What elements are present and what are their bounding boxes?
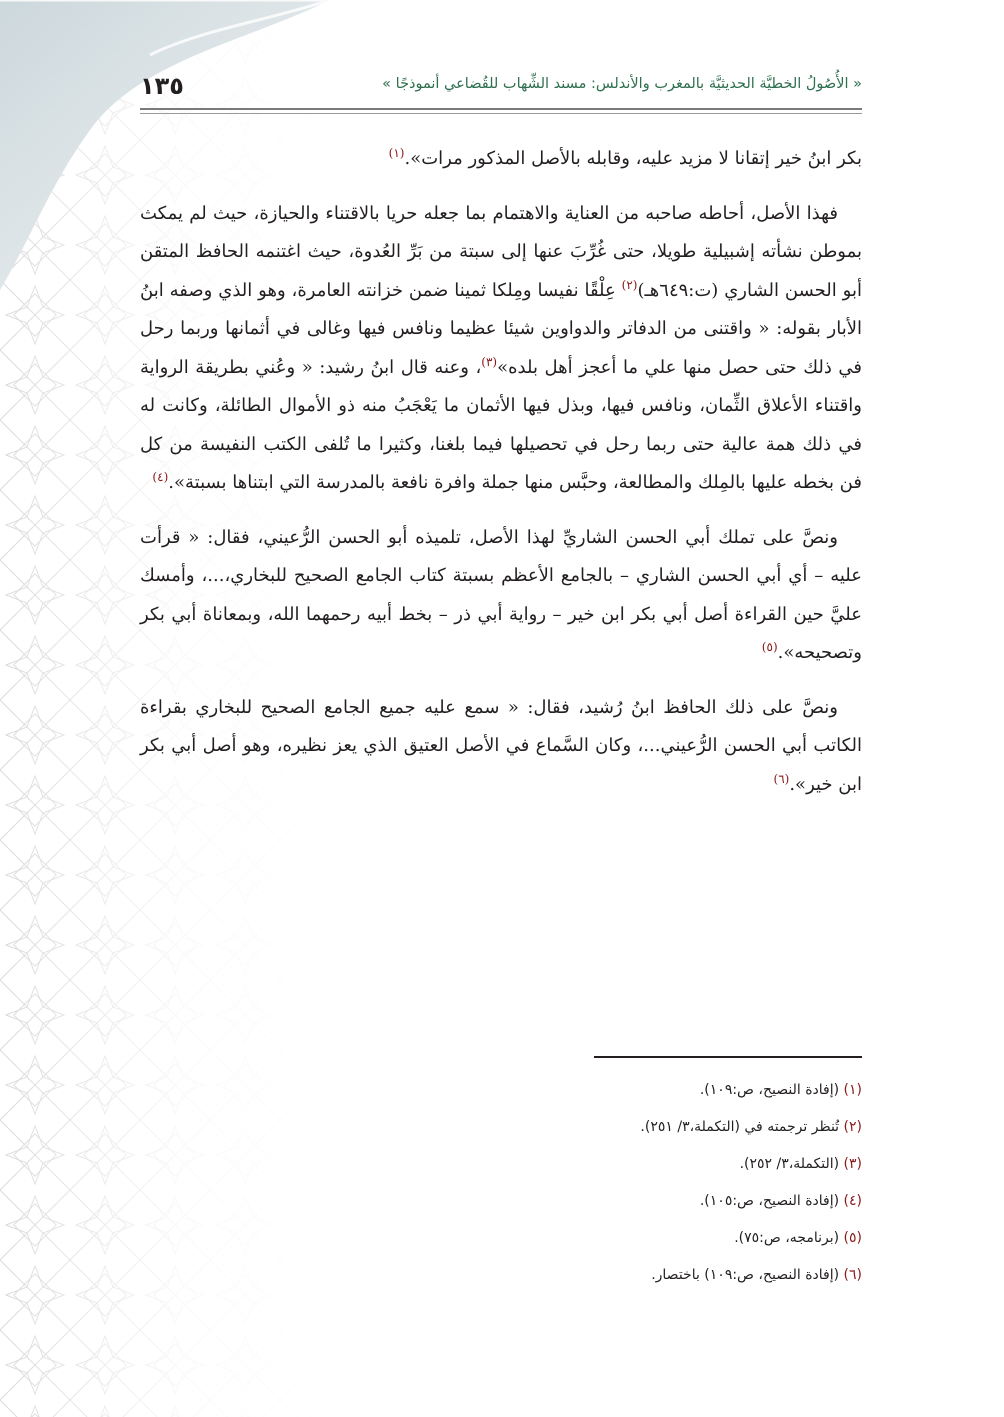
paragraph-3 bbox=[140, 519, 862, 673]
footnote-number: (٦) bbox=[843, 1267, 862, 1283]
footnotes bbox=[140, 1072, 862, 1294]
main-text bbox=[140, 140, 862, 820]
footnote-separator bbox=[594, 1056, 862, 1058]
header-rule bbox=[140, 108, 862, 110]
footnote-reference: (٢) bbox=[621, 277, 638, 292]
paragraph-1 bbox=[140, 140, 862, 179]
footnote-reference: (٣) bbox=[481, 354, 498, 369]
footnote-item bbox=[140, 1109, 862, 1146]
paragraph-text: عِلْقًا نفيسا ومِلكا ثمينا ضمن خزانته العامرة، وهو الذي وصفه ابنُ الأبار بقوله: « واقتنى من الدفاتر والدواوين شيئا عظيما ونافس فيها وغالى في أثمانها وربما رحل في ذلك حتى حصل منها علي ما أعجز أهل بلده» bbox=[140, 279, 862, 378]
paragraph-4 bbox=[140, 689, 862, 805]
page-number: ١٣٥ bbox=[140, 72, 184, 100]
footnote-number: (٢) bbox=[843, 1119, 862, 1135]
paragraph-text: ، وعنه قال ابنُ رشيد: « وعُني بطريقة الرواية واقتناء الأعلاق الثِّمان، ونافس فيها، وبذل فيها الأثمان ما يَعْجَبُ منه ذو الأموال الطائلة، وكانت له في ذلك همة عالية حتى ربما رحل في تحصيلها فيما بلغنا، وكثيرا ما تُلفى الكتب النفيسة من كل فن بخطه عليها بالمِلك والمطالعة، وحبَّس منها جملة وافرة نافعة بالمدرسة التي ابتناها بسبتة». bbox=[140, 356, 862, 493]
footnote-text: (إفادة النصيح، ص:١٠٩) باختصار. bbox=[651, 1267, 844, 1283]
page-header bbox=[140, 70, 862, 110]
footnote-reference: (٤) bbox=[152, 470, 169, 484]
footnote-item bbox=[140, 1220, 862, 1257]
footnote-item bbox=[140, 1183, 862, 1220]
paragraph-2 bbox=[140, 195, 862, 503]
footnote-item bbox=[140, 1072, 862, 1109]
footnote-text: (إفادة النصيح، ص:١٠٩). bbox=[699, 1082, 844, 1098]
footnote-text: (إفادة النصيح، ص:١٠٥). bbox=[699, 1193, 844, 1209]
footnote-number: (٥) bbox=[843, 1230, 862, 1246]
footnote-reference: (١) bbox=[388, 146, 405, 160]
header-rule-thin bbox=[140, 113, 862, 114]
paragraph-text: بكر ابنُ خير إتقانا لا مزيد عليه، وقابله بالأصل المذكور مرات». bbox=[404, 148, 862, 169]
footnote-number: (١) bbox=[843, 1082, 862, 1098]
footnote-number: (٤) bbox=[843, 1193, 862, 1209]
footnote-number: (٣) bbox=[843, 1156, 862, 1172]
paragraph-text: ونصَّ على ذلك الحافظ ابنُ رُشيد، فقال: « سمع عليه جميع الجامع الصحيح للبخاري بقراءة الكاتب أبي الحسن الرُّعيني...، وكان السَّماع في الأصل العتيق الذي يعز نظيره، وهو أصل أبي بكر ابن خير». bbox=[140, 696, 862, 795]
footnote-text: (برنامجه، ص:٧٥). bbox=[734, 1230, 844, 1246]
footnote-reference: (٥) bbox=[761, 640, 778, 654]
paragraph-text: ونصَّ على تملك أبي الحسن الشاريِّ لهذا الأصل، تلميذه أبو الحسن الرُّعيني، فقال: « قرأت عليه – أي أبي الحسن الشاري – بالجامع الأعظم بسبتة كتاب الجامع الصحيح للبخاري،...، وأمسك عليَّ حين القراءة أصل أبي بكر ابن خير – رواية أبي ذر – بخط أبيه رحمهما الله، وبمعاناة أبي بكر وتصحيحه». bbox=[140, 526, 862, 663]
footnote-item bbox=[140, 1146, 862, 1183]
paragraph-text: فهذا الأصل، أحاطه صاحبه من العناية والاهتمام بما جعله حريا بالاقتناء والحيازة، حيث لم يمكث بموطن نشأته إشبيلية طويلا، حتى غُرِّبَ عنها إلى سبتة من بَرِّ العُدوة، حيث اغتنمه الحافظ المتقن أبو الحسن الشاري (ت:٦٤٩هـ) bbox=[140, 202, 862, 301]
footnote-reference: (٦) bbox=[773, 771, 790, 786]
footnote-item bbox=[140, 1257, 862, 1294]
running-title: « الأُصُولُ الخطيَّة الحديثيَّة بالمغرب والأندلس: مسند الشِّهاب للقُضاعي أنموذجًا » bbox=[382, 76, 862, 92]
footnote-text: تُنظر ترجمته في (التكملة،٣/ ٢٥١). bbox=[640, 1119, 844, 1135]
footnote-text: (التكملة،٣/ ٢٥٢). bbox=[739, 1156, 844, 1172]
